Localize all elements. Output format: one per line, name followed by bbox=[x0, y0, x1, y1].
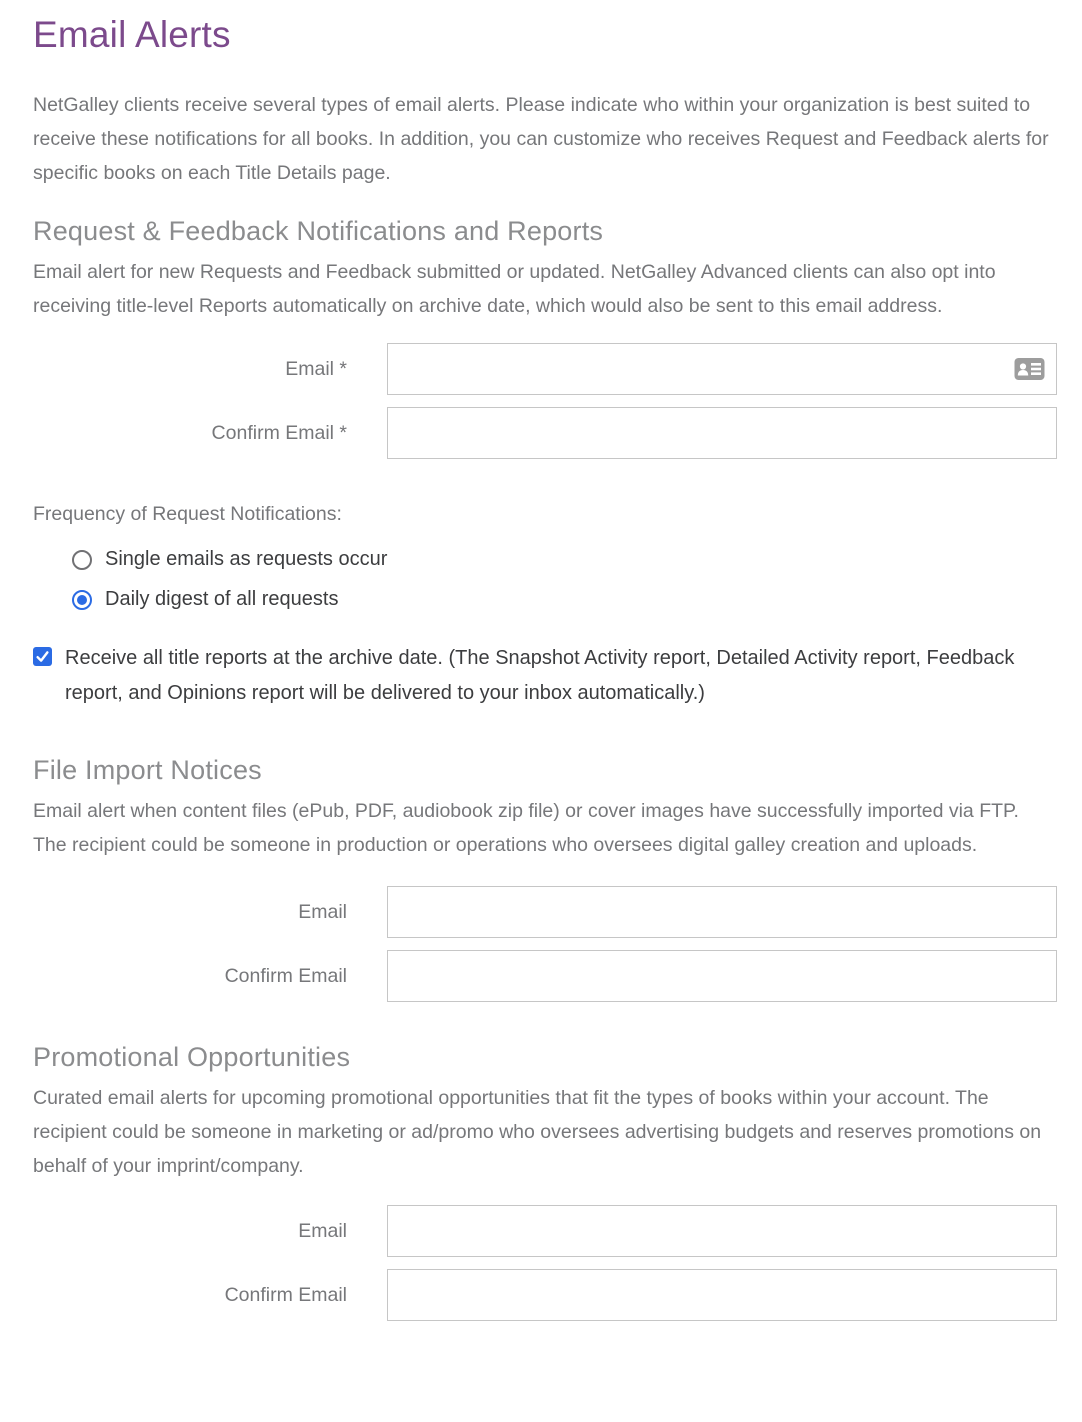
email-input-wrap bbox=[387, 1205, 1057, 1257]
archive-reports-option[interactable] bbox=[33, 641, 1057, 711]
page-title: Email Alerts bbox=[33, 14, 231, 55]
promotional-email-input[interactable] bbox=[387, 1205, 1057, 1257]
email-input[interactable] bbox=[387, 343, 1057, 395]
section-heading-promotional: Promotional Opportunities bbox=[33, 1042, 351, 1072]
email-label: Email bbox=[298, 900, 347, 923]
confirm-email-label: Confirm Email bbox=[224, 1283, 347, 1306]
radio-checked-icon[interactable] bbox=[72, 590, 92, 610]
request-feedback-email-form bbox=[33, 343, 1057, 459]
file-import-email-input[interactable] bbox=[387, 886, 1057, 938]
confirm-email-input-wrap bbox=[387, 950, 1057, 1002]
contact-card-icon[interactable] bbox=[1013, 356, 1046, 382]
checkbox-checked-icon[interactable] bbox=[33, 647, 52, 666]
confirm-email-label: Confirm Email * bbox=[211, 421, 347, 444]
section-promotional bbox=[33, 1042, 1057, 1321]
promotional-email-form bbox=[33, 1205, 1057, 1321]
confirm-email-row bbox=[33, 407, 1057, 459]
email-label: Email * bbox=[285, 357, 347, 380]
file-import-confirm-email-input[interactable] bbox=[387, 950, 1057, 1002]
section-request-feedback bbox=[33, 216, 1057, 711]
confirm-email-row bbox=[33, 1269, 1057, 1321]
file-import-email-form bbox=[33, 886, 1057, 1002]
confirm-email-input-wrap bbox=[387, 1269, 1057, 1321]
section-file-import bbox=[33, 755, 1057, 1002]
radio-option-daily-digest[interactable] bbox=[72, 588, 1057, 611]
frequency-label: Frequency of Request Notifications: bbox=[33, 503, 342, 525]
section-description: Email alert for new Requests and Feedback submitted or updated. NetGalley Advanced clients can also opt into receiving title-level Reports automatically on archive date, which would also be sent to this email address. bbox=[33, 261, 996, 317]
email-input-wrap bbox=[387, 886, 1057, 938]
confirm-email-row bbox=[33, 950, 1057, 1002]
frequency-radio-group bbox=[33, 548, 1057, 611]
radio-option-label: Daily digest of all requests bbox=[105, 588, 339, 610]
email-row bbox=[33, 343, 1057, 395]
promotional-confirm-email-input[interactable] bbox=[387, 1269, 1057, 1321]
section-description: Curated email alerts for upcoming promotional opportunities that fit the types of books within your account. The recipient could be someone in marketing or ad/promo who oversees advertising budgets and reserves promotions on behalf of your imprint/company. bbox=[33, 1087, 1042, 1177]
email-label: Email bbox=[298, 1219, 347, 1242]
section-heading-request-feedback: Request & Feedback Notifications and Reports bbox=[33, 216, 604, 246]
radio-option-label: Single emails as requests occur bbox=[105, 548, 388, 570]
section-description: Email alert when content files (ePub, PDF, audiobook zip file) or cover images have successfully imported via FTP. The recipient could be someone in production or operations who oversees digital galley creation and uploads. bbox=[33, 800, 1019, 856]
email-row bbox=[33, 1205, 1057, 1257]
radio-unchecked-icon[interactable] bbox=[72, 550, 92, 570]
confirm-email-input[interactable] bbox=[387, 407, 1057, 459]
email-input-wrap bbox=[387, 343, 1057, 395]
email-row bbox=[33, 886, 1057, 938]
intro-paragraph: NetGalley clients receive several types of email alerts. Please indicate who within your organization is best suited to receive these notifications for all books. In addition, you can customize who receives Request and Feedback alerts for specific books on each Title Details page. bbox=[33, 94, 1049, 184]
radio-option-single-emails[interactable] bbox=[72, 548, 1057, 571]
confirm-email-input-wrap bbox=[387, 407, 1057, 459]
confirm-email-label: Confirm Email bbox=[224, 964, 347, 987]
archive-reports-label: Receive all title reports at the archive date. (The Snapshot Activity report, Detailed Activity report, Feedback report, and Opinions report will be delivered to your inbox automatically.) bbox=[65, 647, 1015, 704]
section-heading-file-import: File Import Notices bbox=[33, 755, 262, 785]
